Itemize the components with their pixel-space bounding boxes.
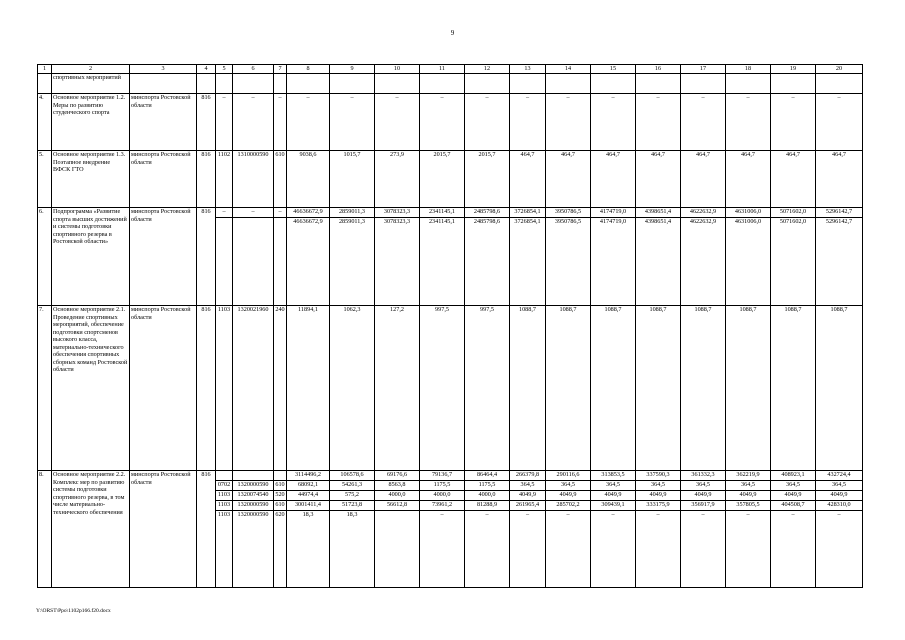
table-cell: [375, 74, 420, 94]
grbs-code: 816: [197, 208, 216, 306]
value-cell: 1088,7: [771, 306, 816, 471]
value-cell: 464,7: [591, 151, 636, 208]
value-cell: 2859011,3: [330, 208, 375, 218]
value-cell: 8563,8: [375, 481, 420, 491]
csr-code: 1320074540: [233, 491, 274, 501]
table-cell: [816, 74, 863, 94]
value-cell: –: [274, 94, 287, 151]
value-cell: 261965,4: [510, 501, 546, 511]
value-cell: 5296142,7: [816, 218, 863, 306]
value-cell: 464,7: [681, 151, 726, 208]
rz-code: [216, 471, 233, 481]
table-cell: [216, 74, 233, 94]
value-cell: 5071602,0: [771, 218, 816, 306]
executor: минспорта Ростовской области: [130, 471, 197, 588]
row-number: 8.: [38, 471, 52, 588]
value-cell: 362219,9: [726, 471, 771, 481]
value-cell: 361332,3: [681, 471, 726, 481]
value-cell: –: [816, 511, 863, 588]
value-cell: 4000,0: [465, 491, 510, 501]
value-cell: 464,7: [546, 151, 591, 208]
vr-code: [274, 471, 287, 481]
table-cell: [465, 74, 510, 94]
value-cell: 1062,3: [330, 306, 375, 471]
table-cell: [636, 74, 681, 94]
value-cell: 1088,7: [546, 306, 591, 471]
value-cell: 432724,4: [816, 471, 863, 481]
value-cell: 44974,4: [287, 491, 330, 501]
table-cell: [197, 74, 216, 94]
value-cell: 464,7: [636, 151, 681, 208]
vr-code: [274, 218, 287, 306]
value-cell: 1175,5: [465, 481, 510, 491]
value-cell: –: [216, 94, 233, 151]
value-cell: –: [510, 94, 546, 151]
value-cell: –: [636, 94, 681, 151]
column-header: 4: [197, 65, 216, 74]
table-row-6: [38, 208, 863, 218]
grbs-code: 816: [197, 94, 216, 151]
value-cell: 46636672,9: [287, 208, 330, 218]
column-header: 5: [216, 65, 233, 74]
value-cell: 4398651,4: [636, 218, 681, 306]
value-cell: 1088,7: [681, 306, 726, 471]
value-cell: 285702,2: [546, 501, 591, 511]
activity-name: Основное мероприятие 2.1. Проведение спортивных мероприятий, обеспечение подготовки спортсменов высокого класса, материально-технического обеспечения спортивных сборных команд Ростовской области: [52, 306, 130, 471]
value-cell: 364,5: [636, 481, 681, 491]
value-cell: 4631006,0: [726, 218, 771, 306]
table-row-8-0: [38, 471, 863, 481]
column-header: 14: [546, 65, 591, 74]
vr-code: 240: [274, 306, 287, 471]
value-cell: 356917,9: [681, 501, 726, 511]
table-cell: [287, 74, 330, 94]
value-cell: 11894,1: [287, 306, 330, 471]
footer-file-path: Y:\ORST\Ppo\1102p166.f20.docx: [36, 608, 111, 614]
value-cell: 1088,7: [510, 306, 546, 471]
table-cell: [726, 74, 771, 94]
value-cell: 575,2: [330, 491, 375, 501]
value-cell: 464,7: [726, 151, 771, 208]
column-header: 7: [274, 65, 287, 74]
value-cell: 1175,5: [420, 481, 465, 491]
column-header: 18: [726, 65, 771, 74]
value-cell: –: [510, 511, 546, 588]
value-cell: 4049,9: [816, 491, 863, 501]
value-cell: 4398651,4: [636, 208, 681, 218]
table-cell: [130, 74, 197, 94]
value-cell: 69176,6: [375, 471, 420, 481]
csr-code: 1310000590: [233, 151, 274, 208]
row-number: 7.: [38, 306, 52, 471]
executor: минспорта Ростовской области: [130, 306, 197, 471]
table-cell: [233, 74, 274, 94]
row-number: 5.: [38, 151, 52, 208]
value-cell: –: [591, 94, 636, 151]
value-cell: 3078323,3: [375, 218, 420, 306]
value-cell: –: [420, 94, 465, 151]
value-cell: 337590,3: [636, 471, 681, 481]
vr-code: 610: [274, 481, 287, 491]
value-cell: 2485798,6: [465, 208, 510, 218]
value-cell: 464,7: [771, 151, 816, 208]
table-row-4: [38, 94, 863, 151]
value-cell: 54261,3: [330, 481, 375, 491]
value-cell: 290116,6: [546, 471, 591, 481]
value-cell: 2485798,6: [465, 218, 510, 306]
value-cell: 404508,7: [771, 501, 816, 511]
rz-code: 1103: [216, 491, 233, 501]
csr-code: 1320000590: [233, 501, 274, 511]
value-cell: –: [330, 94, 375, 151]
grbs-code: 816: [197, 151, 216, 208]
csr-code: [233, 471, 274, 481]
executor: минспорта Ростовской области: [130, 208, 197, 306]
column-header: 15: [591, 65, 636, 74]
column-header: 9: [330, 65, 375, 74]
value-cell: 3726854,1: [510, 208, 546, 218]
value-cell: 364,5: [546, 481, 591, 491]
value-cell: –: [420, 511, 465, 588]
value-cell: –: [546, 94, 591, 151]
value-cell: 4174719,0: [591, 208, 636, 218]
value-cell: –: [681, 94, 726, 151]
activity-name: Основное мероприятие 1.2. Меры по развитию студенческого спорта: [52, 94, 130, 151]
value-cell: 464,7: [510, 151, 546, 208]
column-header: 13: [510, 65, 546, 74]
value-cell: 309439,1: [591, 501, 636, 511]
table-cell: [330, 74, 375, 94]
value-cell: 3001411,4: [287, 501, 330, 511]
page-number: 9: [450, 29, 455, 37]
value-cell: 364,5: [816, 481, 863, 491]
grbs-code: 816: [197, 471, 216, 588]
value-cell: 2341145,1: [420, 218, 465, 306]
column-header: 12: [465, 65, 510, 74]
rz-code: 1103: [216, 306, 233, 471]
value-cell: 68092,1: [287, 481, 330, 491]
column-header: 17: [681, 65, 726, 74]
value-cell: 79136,7: [420, 471, 465, 481]
value-cell: 357805,5: [726, 501, 771, 511]
table-cell: [546, 74, 591, 94]
value-cell: –: [771, 94, 816, 151]
value-cell: 4000,0: [420, 491, 465, 501]
row-number: [38, 74, 52, 94]
value-cell: 4049,9: [771, 491, 816, 501]
value-cell: 464,7: [816, 151, 863, 208]
value-cell: 4049,9: [681, 491, 726, 501]
value-cell: 4049,9: [546, 491, 591, 501]
csr-code: 1320021960: [233, 306, 274, 471]
table-cell: [274, 74, 287, 94]
vr-code: 620: [274, 511, 287, 588]
column-header: 19: [771, 65, 816, 74]
value-cell: –: [465, 94, 510, 151]
value-cell: 1088,7: [726, 306, 771, 471]
csr-code: 1320000590: [233, 511, 274, 588]
value-cell: 18,3: [330, 511, 375, 588]
value-cell: 364,5: [681, 481, 726, 491]
column-header: 10: [375, 65, 420, 74]
header-row: [38, 65, 863, 74]
value-cell: 428310,0: [816, 501, 863, 511]
value-cell: 3950786,5: [546, 218, 591, 306]
value-cell: 4174719,0: [591, 218, 636, 306]
value-cell: 997,5: [420, 306, 465, 471]
column-header: 1: [38, 65, 52, 74]
table-cell: [681, 74, 726, 94]
value-cell: 106578,6: [330, 471, 375, 481]
table-row-continuation: [38, 74, 863, 94]
value-cell: 1088,7: [591, 306, 636, 471]
vr-code: –: [274, 208, 287, 218]
table-cell: [591, 74, 636, 94]
value-cell: 2015,7: [465, 151, 510, 208]
table-cell: [510, 74, 546, 94]
value-cell: 3114496,2: [287, 471, 330, 481]
value-cell: 1088,7: [636, 306, 681, 471]
value-cell: 1088,7: [816, 306, 863, 471]
value-cell: –: [726, 511, 771, 588]
row-number: 6.: [38, 208, 52, 306]
value-cell: 3078323,3: [375, 208, 420, 218]
rz-code: 1103: [216, 511, 233, 588]
row-number: 4.: [38, 94, 52, 151]
budget-table: [37, 64, 863, 588]
value-cell: 5071602,0: [771, 208, 816, 218]
value-cell: –: [771, 511, 816, 588]
column-header: 8: [287, 65, 330, 74]
value-cell: –: [636, 511, 681, 588]
rz-code: –: [216, 208, 233, 218]
activity-name: Подпрограмма «Развитие спорта высших достижений и системы подготовки спортивного резерва в Ростовской области»: [52, 208, 130, 306]
value-cell: –: [681, 511, 726, 588]
value-cell: 9038,6: [287, 151, 330, 208]
value-cell: 364,5: [726, 481, 771, 491]
value-cell: 4622632,9: [681, 218, 726, 306]
value-cell: –: [233, 94, 274, 151]
rz-code: 1103: [216, 501, 233, 511]
csr-code: [233, 218, 274, 306]
value-cell: 3726854,1: [510, 218, 546, 306]
vr-code: 520: [274, 491, 287, 501]
value-cell: 4049,9: [510, 491, 546, 501]
value-cell: 18,3: [287, 511, 330, 588]
value-cell: –: [465, 511, 510, 588]
value-cell: 408923,1: [771, 471, 816, 481]
value-cell: 2015,7: [420, 151, 465, 208]
rz-code: [216, 218, 233, 306]
column-header: 16: [636, 65, 681, 74]
rz-code: 0702: [216, 481, 233, 491]
value-cell: [375, 511, 420, 588]
column-header: 11: [420, 65, 465, 74]
value-cell: 997,5: [465, 306, 510, 471]
vr-code: 610: [274, 151, 287, 208]
table-row-7: [38, 306, 863, 471]
value-cell: 364,5: [771, 481, 816, 491]
rz-code: 1102: [216, 151, 233, 208]
value-cell: –: [726, 94, 771, 151]
csr-code: 1320000590: [233, 481, 274, 491]
value-cell: 46636672,9: [287, 218, 330, 306]
activity-name: Основное мероприятие 1.3. Поэтапное внедрение ВФСК ГТО: [52, 151, 130, 208]
table-cell: [771, 74, 816, 94]
activity-name: спортивных мероприятий: [52, 74, 130, 94]
value-cell: 4000,0: [375, 491, 420, 501]
column-header: 20: [816, 65, 863, 74]
value-cell: 3950786,5: [546, 208, 591, 218]
value-cell: 273,9: [375, 151, 420, 208]
csr-code: –: [233, 208, 274, 218]
value-cell: 5296142,7: [816, 208, 863, 218]
grbs-code: 816: [197, 306, 216, 471]
value-cell: 4622632,9: [681, 208, 726, 218]
value-cell: 81288,9: [465, 501, 510, 511]
table-row-5: [38, 151, 863, 208]
value-cell: 56612,8: [375, 501, 420, 511]
value-cell: 73961,2: [420, 501, 465, 511]
value-cell: 86464,4: [465, 471, 510, 481]
value-cell: 2341145,1: [420, 208, 465, 218]
value-cell: 266379,8: [510, 471, 546, 481]
value-cell: 1015,7: [330, 151, 375, 208]
value-cell: –: [287, 94, 330, 151]
value-cell: 2859011,3: [330, 218, 375, 306]
column-header: 6: [233, 65, 274, 74]
value-cell: 313853,5: [591, 471, 636, 481]
value-cell: 4631006,0: [726, 208, 771, 218]
table-cell: [420, 74, 465, 94]
vr-code: 610: [274, 501, 287, 511]
executor: минспорта Ростовской области: [130, 94, 197, 151]
value-cell: 4049,9: [591, 491, 636, 501]
activity-name: Основное мероприятие 2.2. Комплекс мер по развитию системы подготовки спортивного резерва, в том числе материально-технического обеспечения: [52, 471, 130, 588]
value-cell: 4049,9: [636, 491, 681, 501]
column-header: 2: [52, 65, 130, 74]
value-cell: –: [375, 94, 420, 151]
value-cell: 51723,8: [330, 501, 375, 511]
value-cell: 364,5: [510, 481, 546, 491]
executor: минспорта Ростовской области: [130, 151, 197, 208]
value-cell: –: [546, 511, 591, 588]
column-header: 3: [130, 65, 197, 74]
value-cell: 364,5: [591, 481, 636, 491]
value-cell: –: [816, 94, 863, 151]
value-cell: –: [591, 511, 636, 588]
value-cell: 4049,9: [726, 491, 771, 501]
value-cell: 127,2: [375, 306, 420, 471]
value-cell: 333175,9: [636, 501, 681, 511]
